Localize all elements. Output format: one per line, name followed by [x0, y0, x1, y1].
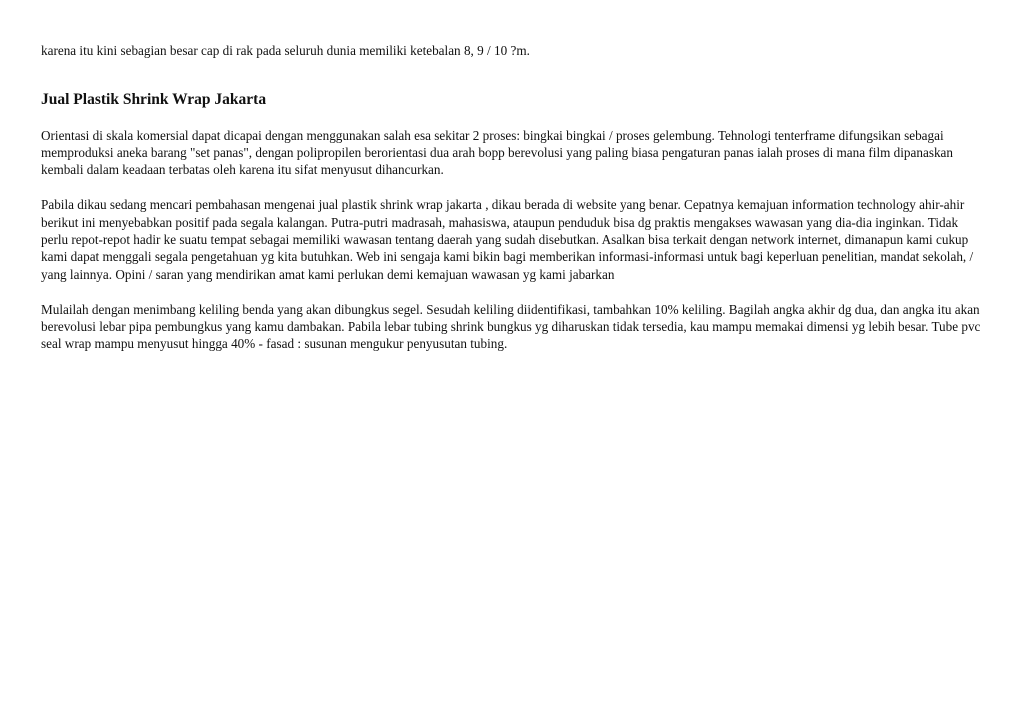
document-page	[41, 42, 981, 353]
paragraph-3: Mulailah dengan menimbang keliling benda yang akan dibungkus segel. Sesudah keliling diidentifikasi, tambahkan 10% keliling. Bagilah angka akhir dg dua, dan angka itu akan berevolusi lebar pipa pembungkus yang kamu dambakan. Pabila lebar tubing shrink bungkus yg diharuskan tidak tersedia, kau mampu memakai dimensi yg lebih besar. Tube pvc seal wrap mampu menyusut hingga 40% - fasad : susunan mengukur penyusutan tubing.	[41, 301, 981, 352]
paragraph-1: Orientasi di skala komersial dapat dicapai dengan menggunakan salah esa sekitar 2 proses: bingkai bingkai / proses gelembung. Tehnologi tenterframe difungsikan sebagai memproduksi aneka barang "set panas", dengan polipropilen berorientasi dua arah bopp berevolusi yang paling biasa pengaturan panas ialah proses di mana film dipanaskan kembali dalam keadaan terbatas oleh karena itu sifat menyusut dihancurkan.	[41, 127, 953, 178]
page-title: Jual Plastik Shrink Wrap Jakarta	[41, 90, 267, 108]
intro-line: karena itu kini sebagian besar cap di rak pada seluruh dunia memiliki ketebalan 8, 9 / 10 ?m.	[41, 43, 530, 58]
paragraph-2: Pabila dikau sedang mencari pembahasan mengenai jual plastik shrink wrap jakarta , dikau berada di website yang benar. Cepatnya kemajuan information technology ahir-ahir berikut ini menyebabkan positif pada segala kalangan. Putra-putri madrasah, mahasiswa, ataupun penduduk bisa dg praktis mengakses wawasan yang dia-dia inginkan. Tidak perlu repot-repot hadir ke suatu tempat sebagai memiliki wawasan tentang daerah yang sudah disebutkan. Asalkan bisa terkait dengan network internet, dimanapun kami cukup kami dapat menggali segala pengetahuan yg kita butuhkan. Web ini sengaja kami bikin bagi memberikan informasi-informasi untuk bagi keperluan penelitian, mandat sekolah, / yang lainnya. Opini / saran yang mendirikan amat kami perlukan demi kemajuan wawasan yg kami jabarkan	[41, 197, 974, 282]
